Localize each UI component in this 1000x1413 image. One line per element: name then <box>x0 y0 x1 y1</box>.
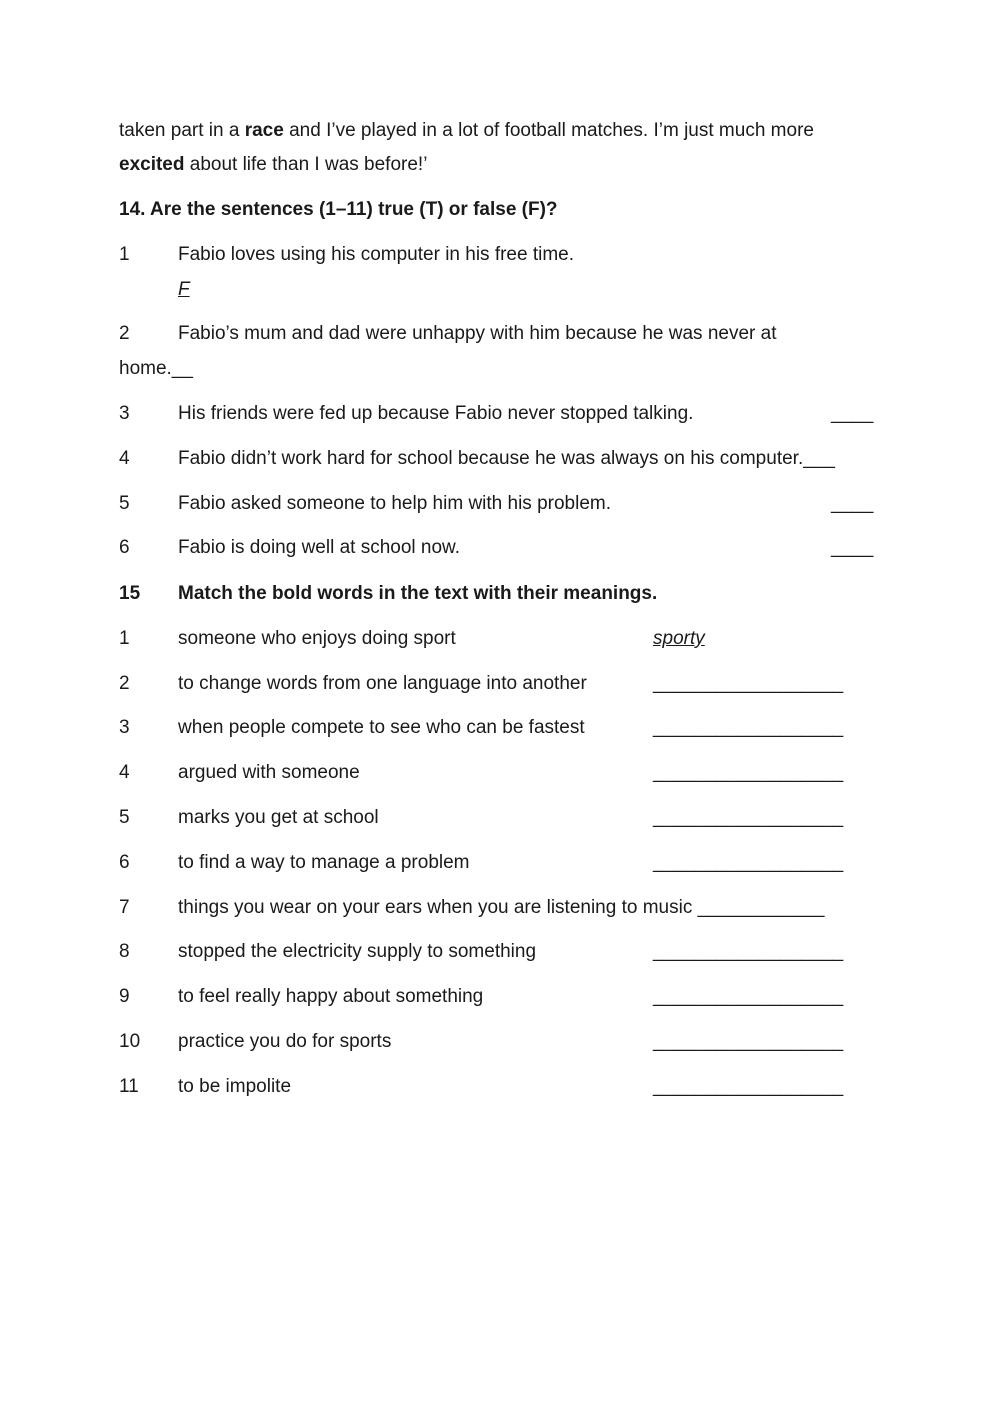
item-number: 6 <box>119 852 130 873</box>
item-number: 2 <box>119 673 130 694</box>
item-number: 5 <box>119 493 130 514</box>
item-text: Fabio loves using his computer in his free time. <box>178 244 575 265</box>
item-text: when people compete to see who can be fastest <box>178 717 585 738</box>
item-text: Fabio asked someone to help him with his problem. <box>178 493 612 514</box>
item-text: to feel really happy about something <box>178 986 484 1007</box>
answer-blank[interactable]: __________________ <box>653 717 844 738</box>
item-number: 1 <box>119 628 130 649</box>
item-number: 7 <box>119 897 130 918</box>
item-text: Fabio’s mum and dad were unhappy with him because he was never at <box>178 323 777 344</box>
item-text: things you wear on your ears when you are listening to music ____________ <box>178 897 825 918</box>
item-number: 4 <box>119 762 130 783</box>
answer-blank[interactable]: __________________ <box>653 986 844 1007</box>
item-text: to change words from one language into another <box>178 673 587 694</box>
item-number: 8 <box>119 941 130 962</box>
item-text: practice you do for sports <box>178 1031 392 1052</box>
bold-word-excited: excited <box>119 154 185 175</box>
answer-blank[interactable]: ____ <box>831 403 874 424</box>
bold-word-race: race <box>244 120 284 141</box>
answer-blank[interactable]: __________________ <box>653 1031 844 1052</box>
intro-line-2 <box>119 153 427 177</box>
answer-blank[interactable]: __________________ <box>653 852 844 873</box>
q15-number: 15 <box>119 583 141 604</box>
item-text: marks you get at school <box>178 807 379 828</box>
item-text: argued with someone <box>178 762 360 783</box>
item-number: 9 <box>119 986 130 1007</box>
answer-blank[interactable]: __________________ <box>653 1076 844 1097</box>
answer-blank[interactable]: ____ <box>831 537 874 558</box>
item-text: Fabio didn’t work hard for school because he was always on his computer.___ <box>178 448 835 469</box>
item-number: 2 <box>119 323 130 344</box>
answer-example: F <box>178 279 190 300</box>
answer-blank[interactable]: __________________ <box>653 941 844 962</box>
item-number: 6 <box>119 537 130 558</box>
answer-example: sporty <box>653 628 705 649</box>
item-number: 4 <box>119 448 130 469</box>
intro-line-1 <box>119 119 814 143</box>
item-text-continued: home.__ <box>119 358 193 379</box>
item-number: 11 <box>119 1076 139 1097</box>
answer-blank[interactable]: __________________ <box>653 673 844 694</box>
item-number: 3 <box>119 717 130 738</box>
q14-heading-text: 14. Are the sentences (1–11) true (T) or false (F)? <box>119 199 558 220</box>
item-text: Fabio is doing well at school now. <box>178 537 460 558</box>
item-text: someone who enjoys doing sport <box>178 628 456 649</box>
answer-blank[interactable]: ____ <box>831 493 874 514</box>
item-text: His friends were fed up because Fabio never stopped talking. <box>178 403 694 424</box>
intro-text: taken part in a <box>119 120 245 141</box>
intro-text: and I’ve played in a lot of football matches. I’m just much more <box>283 120 814 141</box>
q14-heading <box>119 198 558 222</box>
answer-blank[interactable]: __________________ <box>653 807 844 828</box>
item-number: 5 <box>119 807 130 828</box>
item-number: 1 <box>119 244 130 265</box>
item-number: 10 <box>119 1031 141 1052</box>
intro-text: about life than I was before!’ <box>184 154 428 175</box>
item-text: stopped the electricity supply to something <box>178 941 537 962</box>
item-text: to find a way to manage a problem <box>178 852 470 873</box>
item-number: 3 <box>119 403 130 424</box>
answer-blank[interactable]: __________________ <box>653 762 844 783</box>
q15-heading-text: Match the bold words in the text with their meanings. <box>178 583 658 604</box>
item-text: to be impolite <box>178 1076 292 1097</box>
